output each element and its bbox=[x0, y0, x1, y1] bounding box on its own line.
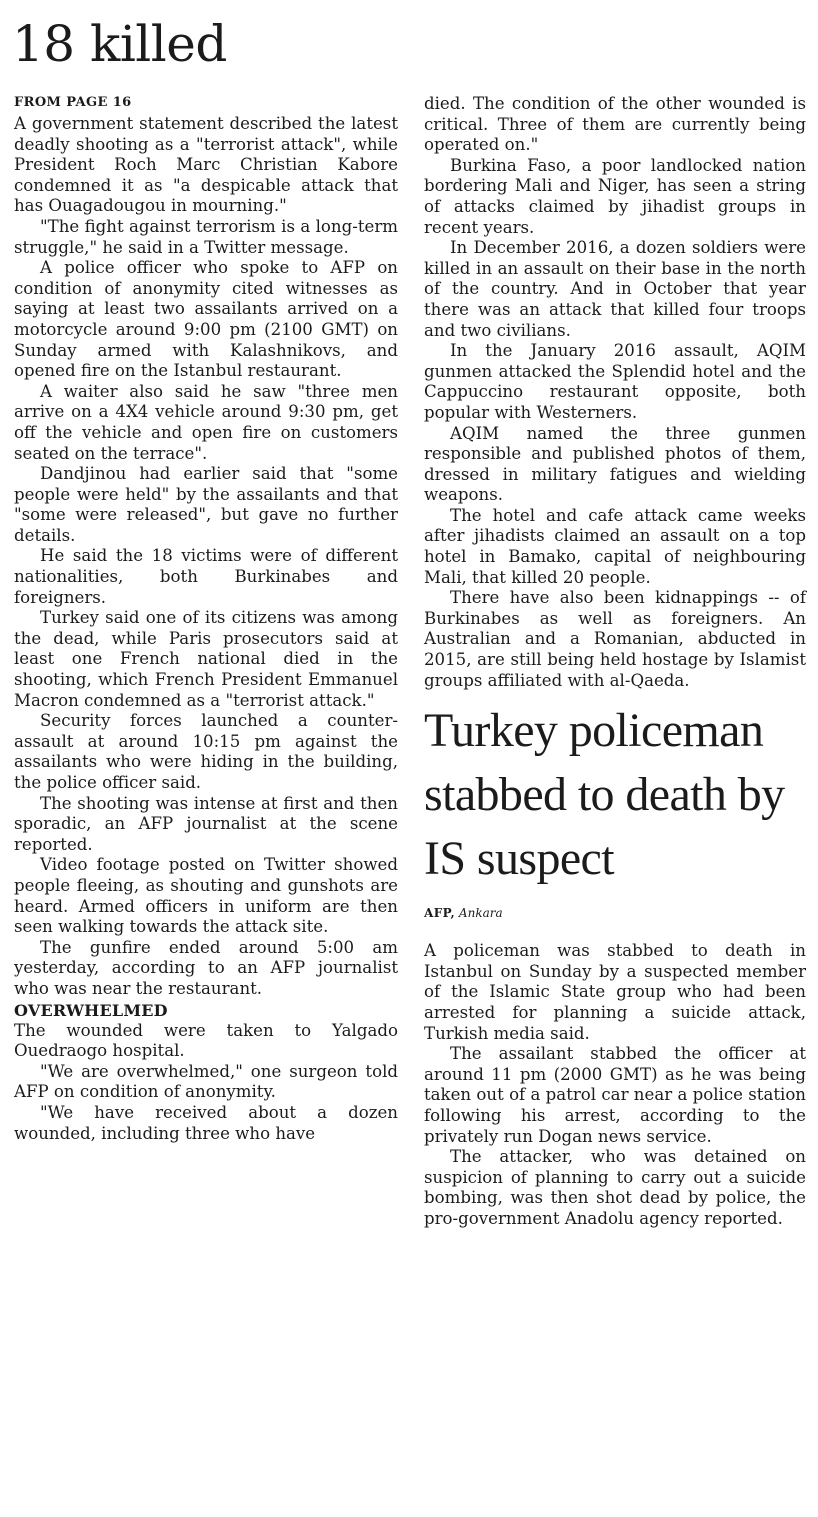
paragraph: The gunfire ended around 5:00 am yesterday, according to an AFP journalist who was near the restaurant. bbox=[14, 937, 398, 998]
paragraph: "We are overwhelmed," one surgeon told AFP on condition of anonymity. bbox=[14, 1061, 398, 1102]
byline bbox=[424, 905, 806, 921]
paragraph: AQIM named the three gunmen responsible and published photos of them, dressed in military fatigues and wielding weapons. bbox=[424, 423, 806, 505]
paragraph: "The fight against terrorism is a long-term struggle," he said in a Twitter message. bbox=[14, 216, 398, 257]
paragraph: Dandjinou had earlier said that "some people were held" by the assailants and that "some were released", but gave no further details. bbox=[14, 464, 398, 545]
byline-dateline: Ankara bbox=[458, 906, 503, 921]
paragraph: The shooting was intense at first and then sporadic, an AFP journalist at the scene reported. bbox=[14, 793, 398, 854]
paragraph: In December 2016, a dozen soldiers were killed in an assault on their base in the north of the country. And in October that year there was an attack that killed four troops and two civilians. bbox=[424, 238, 806, 340]
paragraph: In the January 2016 assault, AQIM gunmen attacked the Splendid hotel and the Cappuccino restaurant opposite, both popular with Westerners. bbox=[424, 341, 806, 422]
paragraph: Security forces launched a counter-assault at around 10:15 pm against the assailants who were hiding in the building, the police officer said. bbox=[14, 711, 398, 792]
byline-agency: AFP, bbox=[424, 906, 456, 921]
from-page-label: FROM PAGE 16 bbox=[14, 95, 132, 110]
paragraph: He said the 18 victims were of different nationalities, both Burkinabes and foreigners. bbox=[14, 546, 398, 607]
paragraph-continued: died. The condition of the other wounded is critical. Three of them are currently being operated on." bbox=[424, 94, 806, 155]
paragraph: The wounded were taken to Yalgado Ouedraogo hospital. bbox=[14, 1020, 398, 1061]
headline-turkey-policeman: Turkey policeman stabbed to death by IS suspect bbox=[424, 704, 785, 886]
paragraph: Turkey said one of its citizens was among the dead, while Paris prosecutors said at least one French national died in the shooting, which French President Emmanuel Macron condemned as a "terrorist attack." bbox=[14, 608, 398, 710]
paragraph: A police officer who spoke to AFP on condition of anonymity cited witnesses as saying at least two assailants arrived on a motorcycle around 9:00 pm (2100 GMT) on Sunday armed with Kalashnikovs, and opened fire on the Istanbul restaurant. bbox=[14, 258, 398, 381]
subhead-overwhelmed: OVERWHELMED bbox=[14, 1000, 168, 1020]
left-column bbox=[14, 94, 398, 1144]
right-column bbox=[424, 94, 806, 1230]
paragraph: A policeman was stabbed to death in Istanbul on Sunday by a suspected member of the Islamic State group who had been arrested for planning a suicide attack, Turkish media said. bbox=[424, 941, 806, 1043]
paragraph: A waiter also said he saw "three men arrive on a 4X4 vehicle around 9:30 pm, get off the vehicle and open fire on customers seated on the terrace". bbox=[14, 381, 398, 463]
paragraph: Burkina Faso, a poor landlocked nation bordering Mali and Niger, has seen a string of attacks claimed by jihadist groups in recent years. bbox=[424, 155, 806, 237]
paragraph: There have also been kidnappings -- of Burkinabes as well as foreigners. An Australian and a Romanian, abducted in 2015, are still being held hostage by Islamist groups affiliated with al-Qaeda. bbox=[424, 588, 806, 690]
paragraph: The hotel and cafe attack came weeks after jihadists claimed an assault on a top hotel in Bamako, capital of neighbouring Mali, that killed 20 people. bbox=[424, 505, 806, 587]
paragraph: The assailant stabbed the officer at around 11 pm (2000 GMT) as he was being taken out of a patrol car near a police station following his arrest, according to the privately run Dogan news service. bbox=[424, 1044, 806, 1146]
paragraph: Video footage posted on Twitter showed people fleeing, as shouting and gunshots are heard. Armed officers in uniform are then seen walking towards the attack site. bbox=[14, 855, 398, 937]
paragraph: The attacker, who was detained on suspicion of planning to carry out a suicide bombing, was then shot dead by police, the pro-government Anadolu agency reported. bbox=[424, 1147, 806, 1228]
headline-18-killed: 18 killed bbox=[12, 15, 227, 73]
paragraph: A government statement described the latest deadly shooting as a "terrorist attack", while President Roch Marc Christian Kabore condemned it as "a despicable attack that has Ouagadougou in mourning." bbox=[14, 114, 398, 216]
paragraph: "We have received about a dozen wounded, including three who have bbox=[14, 1102, 398, 1143]
